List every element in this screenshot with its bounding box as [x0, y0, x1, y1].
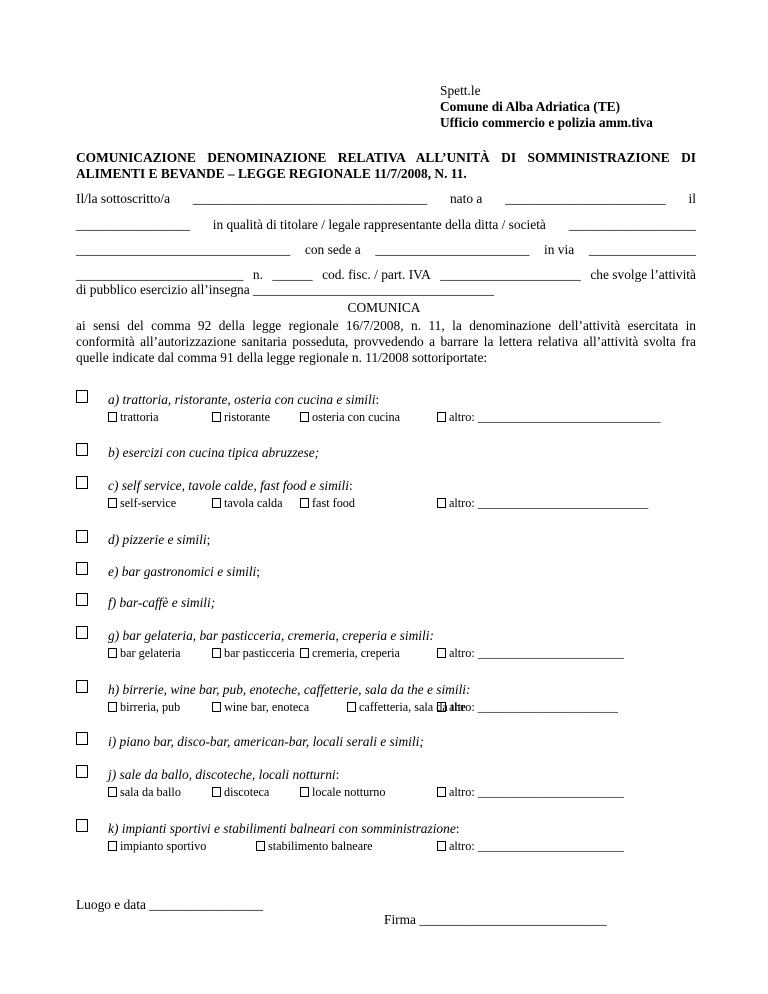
category-checkbox[interactable] — [76, 765, 88, 778]
category-label — [108, 478, 353, 494]
category-label-text: d) pizzerie e simili — [108, 532, 207, 547]
field-company-cont[interactable]: ________________________________ — [76, 242, 291, 257]
category-label-text: j) sale da ballo, discoteche, locali notturni — [108, 767, 336, 782]
sub-checkbox[interactable] — [108, 498, 117, 508]
sub-option-label: sala da ballo — [120, 785, 181, 799]
category-label-text: b) esercizi con cucina tipica abruzzese; — [108, 445, 320, 460]
sub-option[interactable] — [108, 646, 181, 661]
sub-option-label: impianto sportivo — [120, 839, 207, 853]
sub-option[interactable] — [300, 785, 385, 800]
sub-option[interactable] — [212, 785, 269, 800]
category-label-text: h) birrerie, wine bar, pub, enoteche, caffetterie, sala da the e simili: — [108, 682, 471, 697]
sub-option-label: altro: _______________________ — [449, 700, 618, 714]
sub-checkbox[interactable] — [212, 787, 221, 797]
category-label — [108, 734, 424, 750]
sub-checkbox[interactable] — [300, 412, 309, 422]
field-codfisc[interactable]: _____________________ — [440, 267, 581, 282]
sub-checkbox[interactable] — [108, 412, 117, 422]
sub-checkbox[interactable] — [212, 648, 221, 658]
category-label — [108, 767, 339, 783]
sub-checkbox[interactable] — [437, 648, 446, 658]
category-label — [108, 682, 470, 698]
sub-option-label: osteria con cucina — [312, 410, 400, 424]
sub-option[interactable] — [212, 646, 295, 661]
sub-option[interactable] — [108, 839, 206, 854]
sub-option[interactable] — [300, 410, 400, 425]
sub-checkbox[interactable] — [437, 841, 446, 851]
sub-option[interactable] — [212, 496, 283, 511]
luogo-data-field[interactable]: Luogo e data _________________ — [76, 897, 264, 912]
category-checkbox[interactable] — [76, 626, 88, 639]
sub-checkbox[interactable] — [437, 412, 446, 422]
category-checkbox[interactable] — [76, 476, 88, 489]
category-checkbox[interactable] — [76, 390, 88, 403]
altro-option[interactable] — [437, 496, 648, 511]
document-title: COMUNICAZIONE DENOMINAZIONE RELATIVA ALL’UNITÀ DI SOMMINISTRAZIONE DI ALIMENTI E BEVANDE – LEGGE REGIONALE 11/7/2008, N. 11. — [76, 150, 696, 181]
sub-option[interactable] — [256, 839, 373, 854]
sub-option-label: altro: ________________________ — [449, 839, 625, 853]
comunica-heading: COMUNICA — [347, 300, 421, 315]
sub-checkbox[interactable] — [108, 841, 117, 851]
category-label-suffix: : — [348, 478, 353, 493]
category-label — [108, 628, 434, 644]
recipient-municipality: Comune di Alba Adriatica (TE) — [440, 99, 621, 114]
label-nato: nato a — [449, 191, 483, 206]
category-checkbox[interactable] — [76, 443, 88, 456]
sub-checkbox[interactable] — [212, 412, 221, 422]
category-label-text: e) bar gastronomici e simili — [108, 564, 257, 579]
sub-option[interactable] — [212, 700, 309, 715]
sub-option-label: altro: ________________________ — [449, 646, 625, 660]
sub-checkbox[interactable] — [212, 498, 221, 508]
sub-checkbox[interactable] — [108, 648, 117, 658]
field-numero[interactable]: ______ — [272, 267, 313, 282]
sub-checkbox[interactable] — [437, 787, 446, 797]
sub-option[interactable] — [108, 785, 181, 800]
category-label-suffix: : — [455, 821, 460, 836]
sub-checkbox[interactable] — [108, 702, 117, 712]
category-label-suffix: ; — [256, 564, 261, 579]
sub-option-label: self-service — [120, 496, 177, 510]
sub-option-label: discoteca — [224, 785, 270, 799]
sub-option-label: caffetteria, sala da the — [359, 700, 466, 714]
category-label-text: c) self service, tavole calde, fast food e simili — [108, 478, 349, 493]
legal-paragraph: ai sensi del comma 92 della legge regionale 16/7/2008, n. 11, la denominazione dell’attività esercitata in conformità all’autorizzazione sanitaria posseduta, provvedendo a barrare la lettera relativa all’attività svolta fra quelle indicate dal comma 91 della legge regionale n. 11/2008 sottoriportate: — [76, 318, 696, 365]
sub-option-label: cremeria, creperia — [312, 646, 400, 660]
sub-option[interactable] — [212, 410, 270, 425]
category-checkbox[interactable] — [76, 562, 88, 575]
field-company[interactable]: ___________________ — [568, 217, 696, 232]
category-label — [108, 564, 260, 580]
sub-option-label: altro: ________________________ — [449, 785, 625, 799]
category-checkbox[interactable] — [76, 732, 88, 745]
sub-option-label: trattoria — [120, 410, 159, 424]
form-line-4 — [76, 267, 696, 283]
field-via[interactable]: ________________ — [588, 242, 696, 257]
sub-option-label: wine bar, enoteca — [224, 700, 310, 714]
sub-option-label: bar gelateria — [120, 646, 181, 660]
category-label-suffix: ; — [206, 532, 211, 547]
sub-option-label: fast food — [312, 496, 355, 510]
label-codfisc: cod. fisc. / part. IVA — [322, 267, 431, 282]
sub-option[interactable] — [300, 496, 355, 511]
sub-option-label: altro: ______________________________ — [449, 410, 661, 424]
form-line-3 — [76, 242, 696, 258]
category-label — [108, 532, 210, 548]
field-birthdate[interactable]: _________________ — [76, 217, 190, 232]
category-label-text: g) bar gelateria, bar pasticceria, cremeria, creperia e simili: — [108, 628, 434, 643]
sub-checkbox[interactable] — [300, 648, 309, 658]
sub-option-label: locale notturno — [312, 785, 386, 799]
altro-option[interactable] — [437, 646, 624, 661]
sub-checkbox[interactable] — [256, 841, 265, 851]
form-line-2 — [76, 217, 696, 233]
sub-option-label: altro: ____________________________ — [449, 496, 649, 510]
sub-option[interactable] — [108, 410, 159, 425]
sub-option-label: birreria, pub — [120, 700, 181, 714]
category-label-text: i) piano bar, disco-bar, american-bar, locali serali e simili; — [108, 734, 424, 749]
form-line-1 — [76, 191, 696, 207]
sub-option-label: tavola calda — [224, 496, 283, 510]
sub-checkbox[interactable] — [300, 787, 309, 797]
label-il: il — [688, 191, 696, 206]
sub-checkbox[interactable] — [347, 702, 356, 712]
field-sede[interactable]: _______________________ — [375, 242, 530, 257]
category-label — [108, 445, 319, 461]
form-line-5[interactable]: di pubblico esercizio all’insegna ____________________________________ — [76, 282, 495, 297]
field-birthplace[interactable]: ________________________ — [505, 191, 666, 206]
altro-option[interactable] — [437, 839, 624, 854]
sub-option-label: bar pasticceria — [224, 646, 295, 660]
recipient-salutation: Spett.le — [440, 83, 481, 98]
category-label-suffix: : — [335, 767, 340, 782]
category-label — [108, 821, 460, 837]
altro-option[interactable] — [437, 785, 624, 800]
sub-checkbox[interactable] — [212, 702, 221, 712]
sub-option-label: stabilimento balneare — [268, 839, 373, 853]
category-label — [108, 392, 379, 408]
field-name[interactable]: ___________________________________ — [192, 191, 428, 206]
category-checkbox[interactable] — [76, 593, 88, 606]
label-qualita: in qualità di titolare / legale rappresentante della ditta / società — [212, 217, 546, 232]
category-label-text: k) impianti sportivi e stabilimenti balneari con somministrazione — [108, 821, 456, 836]
sub-checkbox[interactable] — [108, 787, 117, 797]
sub-option[interactable] — [108, 496, 176, 511]
category-checkbox[interactable] — [76, 530, 88, 543]
category-label-suffix: : — [375, 392, 380, 407]
label-attivita: che svolge l’attività — [590, 267, 696, 282]
category-checkbox[interactable] — [76, 819, 88, 832]
sub-checkbox[interactable] — [437, 498, 446, 508]
category-label-text: a) trattoria, ristorante, osteria con cucina e simili — [108, 392, 376, 407]
sub-option-label: ristorante — [224, 410, 271, 424]
recipient-block — [440, 83, 653, 131]
sub-option[interactable] — [108, 700, 180, 715]
altro-option[interactable] — [437, 410, 661, 425]
label-numero: n. — [252, 267, 263, 282]
label-via: in via — [544, 242, 575, 257]
category-label — [108, 595, 215, 611]
sub-checkbox[interactable] — [437, 702, 446, 712]
recipient-office: Ufficio commercio e polizia amm.tiva — [440, 115, 653, 130]
label-sede: con sede a — [304, 242, 361, 257]
sub-checkbox[interactable] — [300, 498, 309, 508]
field-via-cont[interactable]: _________________________ — [76, 267, 244, 282]
altro-option[interactable] — [437, 700, 618, 715]
category-label-text: f) bar-caffè e simili; — [108, 595, 216, 610]
firma-field[interactable]: Firma ____________________________ — [384, 912, 607, 927]
category-checkbox[interactable] — [76, 680, 88, 693]
label-sottoscritto: Il/la sottoscritto/a — [76, 191, 171, 206]
sub-option[interactable] — [300, 646, 400, 661]
